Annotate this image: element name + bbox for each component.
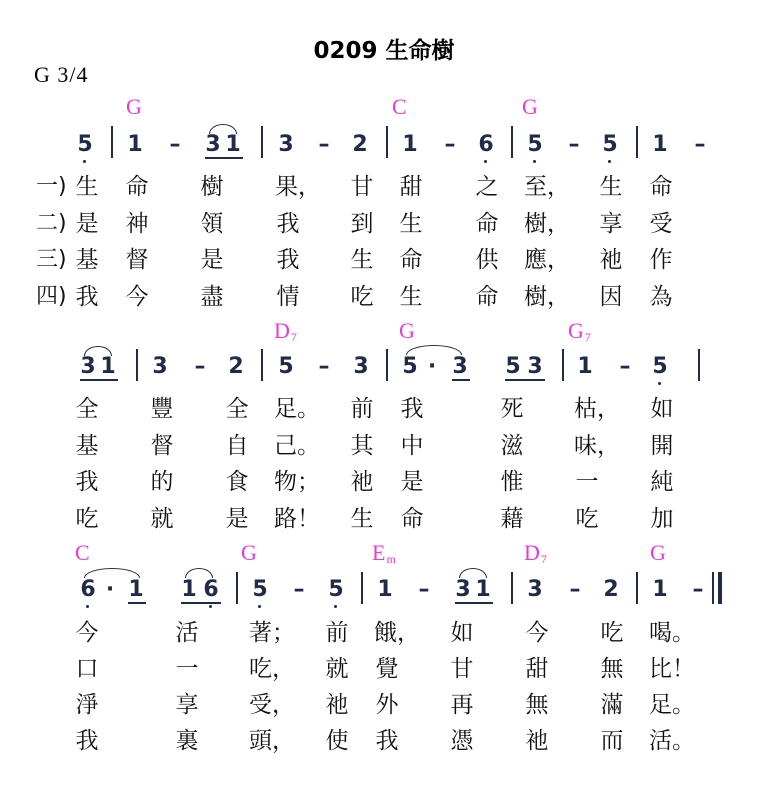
- note-dash: –: [318, 132, 330, 157]
- lyric-char: 作: [649, 247, 673, 273]
- lyric-char: 基: [75, 247, 99, 273]
- lyric-char: 情: [276, 284, 300, 310]
- bar-line: [698, 349, 700, 381]
- lyric-char: 命: [649, 174, 673, 200]
- note: 5: [402, 354, 418, 379]
- lyric-char: 甘: [450, 656, 474, 682]
- lyric-char: 我: [75, 728, 99, 754]
- lyric-char: 為: [649, 284, 673, 310]
- lyric-char: 我: [375, 728, 399, 754]
- lyric-char: 而: [600, 728, 624, 754]
- lyric-char: 盡: [200, 284, 224, 310]
- lyric-char: 果，: [275, 174, 321, 200]
- lyric-char: 足。: [274, 396, 320, 422]
- note-dash: –: [169, 132, 181, 157]
- note-dash: –: [568, 132, 580, 157]
- underline: [80, 379, 118, 381]
- note: 1: [377, 577, 393, 602]
- lyric-char: 樹，: [524, 211, 570, 237]
- note-dash: –: [569, 577, 581, 602]
- note: 1: [577, 354, 593, 379]
- lyric-char: 一: [575, 469, 599, 495]
- note: 6: [78, 579, 98, 601]
- note: 3: [278, 132, 294, 157]
- note: 1: [128, 577, 144, 602]
- lyric-char: 樹，: [524, 284, 570, 310]
- note: 5: [505, 354, 521, 379]
- lyric-char: 享: [599, 211, 623, 237]
- lyric-char: 到: [350, 211, 374, 237]
- bar-line: [261, 126, 263, 158]
- lyric-char: 全: [225, 396, 249, 422]
- lyric-char: 命: [399, 247, 423, 273]
- bar-line: [511, 572, 513, 604]
- lyric-char: 自: [225, 433, 249, 459]
- chord-label: C: [392, 94, 407, 119]
- note: 3: [527, 577, 543, 602]
- note: 5: [75, 134, 95, 156]
- lyric-char: 就: [150, 506, 174, 532]
- lyric-char: 如: [650, 396, 674, 422]
- lyric-char: 祂: [599, 247, 623, 273]
- lyric-char: 開: [650, 433, 674, 459]
- lyric-char: 吃: [350, 284, 374, 310]
- key-signature: G 3/4: [34, 62, 89, 87]
- note: 1: [225, 132, 241, 157]
- lyric-char: 滿: [600, 692, 624, 718]
- lyric-char: 淨: [75, 692, 99, 718]
- lyric-char: 今: [125, 284, 149, 310]
- lyric-char: 樹: [200, 174, 224, 200]
- lyric-char: 著；: [249, 620, 295, 646]
- note: 1: [475, 577, 491, 602]
- note-dash: –: [444, 132, 456, 157]
- lyric-char: 其: [350, 433, 374, 459]
- lyric-char: 應，: [524, 247, 570, 273]
- lyric-char: 無: [525, 692, 549, 718]
- note: 5: [525, 134, 545, 156]
- lyric-char: 活: [175, 620, 199, 646]
- note-dash: –: [692, 577, 704, 602]
- underline: [505, 379, 545, 381]
- bar-line: [386, 126, 388, 158]
- lyric-char: 生: [399, 284, 423, 310]
- note-dash: –: [318, 354, 330, 379]
- note: 2: [352, 132, 368, 157]
- lyric-char: 物；: [274, 469, 320, 495]
- final-bar-thick: [718, 572, 722, 604]
- underline: [205, 157, 243, 159]
- lyric-char: 中: [400, 433, 424, 459]
- note: 5: [250, 579, 270, 601]
- lyric-char: 覺: [375, 656, 399, 682]
- lyric-char: 裏: [175, 728, 199, 754]
- lyric-char: 生: [350, 506, 374, 532]
- bar-line: [111, 126, 113, 158]
- note: 5: [326, 579, 346, 601]
- note: 3: [205, 132, 221, 157]
- lyric-char: 豐: [150, 396, 174, 422]
- lyric-char: 命: [475, 211, 499, 237]
- note: 6: [201, 579, 221, 601]
- lyric-char: 我: [400, 396, 424, 422]
- lyric-char: 基: [75, 433, 99, 459]
- chord-label: $D_7$: [524, 540, 547, 566]
- lyric-char: 藉: [500, 506, 524, 532]
- verse-number: 三): [36, 247, 67, 272]
- underline: [128, 602, 146, 604]
- lyric-char: 我: [276, 211, 300, 237]
- note: 3: [455, 577, 471, 602]
- lyric-char: 就: [325, 656, 349, 682]
- lyric-char: 命: [400, 506, 424, 532]
- chord-label: G: [241, 540, 257, 565]
- lyric-char: 是: [225, 506, 249, 532]
- lyric-char: 憑: [450, 728, 474, 754]
- note: 3: [80, 354, 96, 379]
- bar-line: [261, 349, 263, 381]
- note-dot: ·: [105, 577, 115, 602]
- lyric-char: 祂: [325, 692, 349, 718]
- chord-label: C: [75, 540, 90, 565]
- note-dash: –: [619, 354, 631, 379]
- lyric-char: 生: [75, 174, 99, 200]
- lyric-char: 惟: [500, 469, 524, 495]
- note-dot: ·: [427, 354, 437, 379]
- underline: [181, 602, 221, 604]
- lyric-char: 如: [450, 620, 474, 646]
- lyric-char: 餓，: [374, 620, 420, 646]
- note: 1: [127, 132, 143, 157]
- lyric-char: 死: [500, 396, 524, 422]
- chord-label: $D_7$: [274, 318, 297, 344]
- chord-label: $G_7$: [568, 318, 591, 344]
- lyric-char: 吃: [575, 506, 599, 532]
- lyric-char: 生: [350, 247, 374, 273]
- lyric-char: 全: [75, 396, 99, 422]
- lyric-char: 是: [75, 211, 99, 237]
- lyric-char: 因: [599, 284, 623, 310]
- bar-line: [636, 126, 638, 158]
- lyric-char: 滋: [500, 433, 524, 459]
- note-dash: –: [194, 354, 206, 379]
- bar-line: [511, 126, 513, 158]
- lyric-char: 督: [150, 433, 174, 459]
- lyric-char: 是: [200, 247, 224, 273]
- verse-number: 一): [36, 174, 67, 199]
- lyric-char: 枯，: [574, 396, 620, 422]
- note: 1: [402, 132, 418, 157]
- lyric-char: 甜: [525, 656, 549, 682]
- lyric-char: 外: [375, 692, 399, 718]
- chord-label: G: [126, 94, 142, 119]
- lyric-char: 使: [325, 728, 349, 754]
- lyric-char: 的: [150, 469, 174, 495]
- lyric-char: 供: [475, 247, 499, 273]
- note: 5: [600, 134, 620, 156]
- note: 1: [100, 354, 116, 379]
- lyric-char: 加: [650, 506, 674, 532]
- lyric-char: 無: [600, 656, 624, 682]
- lyric-char: 吃: [75, 506, 99, 532]
- lyric-char: 受: [649, 211, 673, 237]
- lyric-char: 生: [599, 174, 623, 200]
- bar-line: [361, 572, 363, 604]
- lyric-char: 再: [450, 692, 474, 718]
- bar-line: [636, 572, 638, 604]
- lyric-char: 祂: [525, 728, 549, 754]
- bar-line: [236, 572, 238, 604]
- bar-line: [136, 349, 138, 381]
- lyric-char: 足。: [649, 692, 695, 718]
- lyric-char: 神: [125, 211, 149, 237]
- lyric-char: 是: [400, 469, 424, 495]
- underline: [455, 602, 493, 604]
- lyric-char: 領: [200, 211, 224, 237]
- note: 1: [652, 132, 668, 157]
- note: 5: [650, 356, 670, 378]
- lyric-char: 吃，: [249, 656, 295, 682]
- final-bar-thin: [712, 572, 714, 604]
- lyric-char: 我: [75, 284, 99, 310]
- bar-line: [386, 349, 388, 381]
- lyric-char: 我: [75, 469, 99, 495]
- lyric-char: 命: [475, 284, 499, 310]
- lyric-char: 今: [525, 620, 549, 646]
- lyric-char: 至，: [524, 174, 570, 200]
- lyric-char: 受，: [249, 692, 295, 718]
- lyric-char: 比！: [649, 656, 695, 682]
- lyric-char: 享: [175, 692, 199, 718]
- lyric-char: 一: [175, 656, 199, 682]
- lyric-char: 食: [225, 469, 249, 495]
- lyric-char: 味，: [574, 433, 620, 459]
- lyric-char: 甘: [350, 174, 374, 200]
- lyric-char: 祂: [350, 469, 374, 495]
- note: 3: [527, 354, 543, 379]
- chord-label: G: [399, 318, 415, 343]
- verse-number: 四): [36, 284, 67, 309]
- underline: [452, 379, 470, 381]
- lyric-char: 己。: [274, 433, 320, 459]
- lyric-char: 我: [276, 247, 300, 273]
- chord-label: $E_m$: [372, 540, 396, 566]
- note: 5: [278, 354, 294, 379]
- note: 6: [476, 134, 496, 156]
- lyric-char: 前: [350, 396, 374, 422]
- chord-label: G: [650, 540, 666, 565]
- lyric-char: 頭，: [249, 728, 295, 754]
- lyric-char: 活。: [649, 728, 695, 754]
- lyric-char: 純: [650, 469, 674, 495]
- lyric-char: 喝。: [649, 620, 695, 646]
- note: 3: [152, 354, 168, 379]
- lyric-char: 督: [125, 247, 149, 273]
- note: 1: [652, 577, 668, 602]
- bar-line: [562, 349, 564, 381]
- note: 3: [353, 354, 369, 379]
- chord-label: G: [522, 94, 538, 119]
- note: 2: [603, 577, 619, 602]
- lyric-char: 今: [75, 620, 99, 646]
- lyric-char: 命: [125, 174, 149, 200]
- verse-number: 二): [36, 211, 67, 236]
- lyric-char: 口: [75, 656, 99, 682]
- lyric-char: 甜: [399, 174, 423, 200]
- lyric-char: 生: [399, 211, 423, 237]
- lyric-char: 之: [475, 174, 499, 200]
- note: 2: [228, 354, 244, 379]
- hymn-title: 0209 生命樹: [313, 38, 455, 64]
- note: 1: [181, 577, 197, 602]
- note-dash: –: [694, 132, 706, 157]
- lyric-char: 路！: [274, 506, 320, 532]
- note-dash: –: [418, 577, 430, 602]
- note-dash: –: [293, 577, 305, 602]
- lyric-char: 吃: [600, 620, 624, 646]
- note: 3: [452, 354, 468, 379]
- lyric-char: 前: [325, 620, 349, 646]
